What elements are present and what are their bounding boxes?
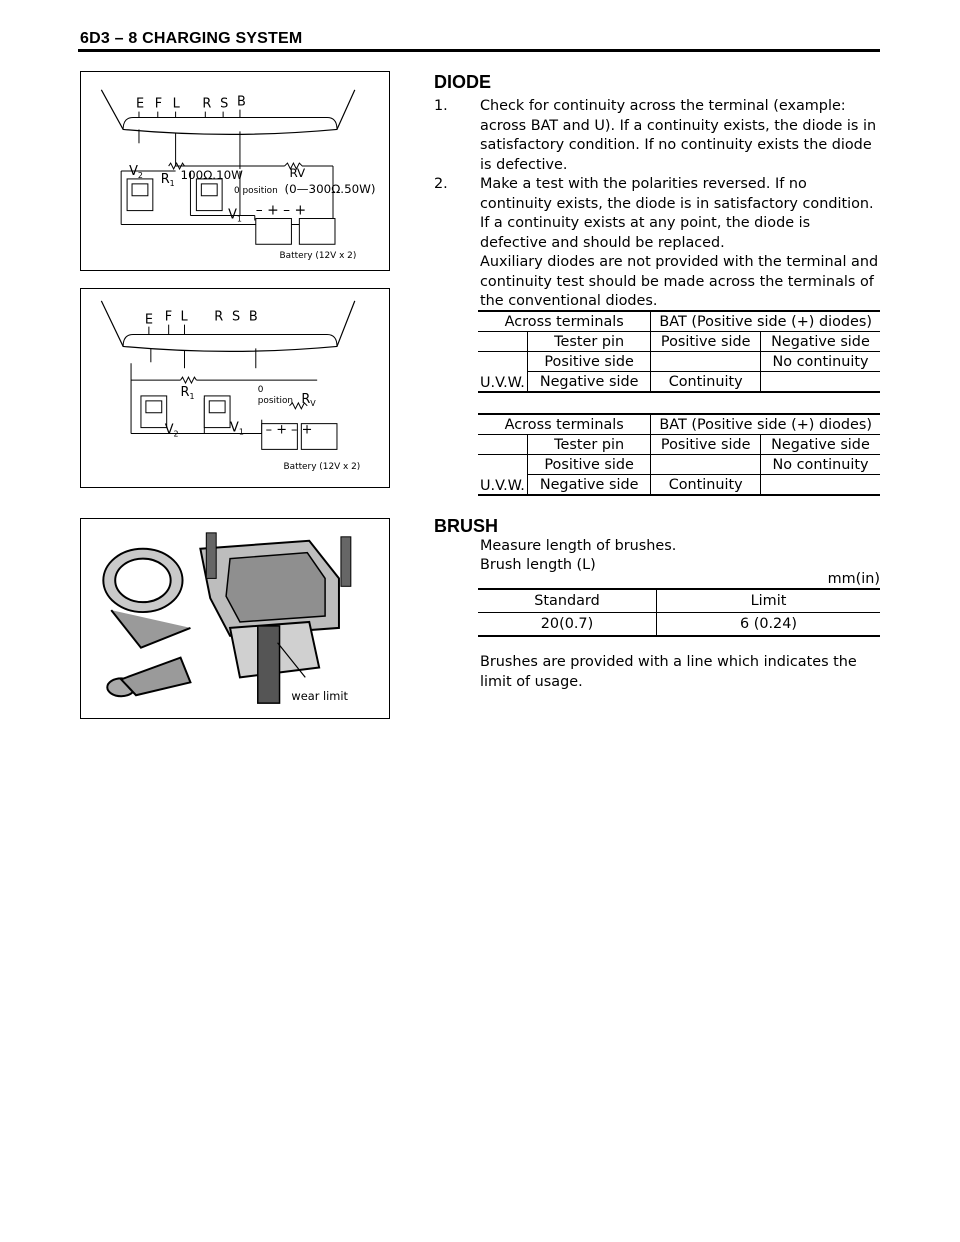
battery-label: Battery (12V x 2) <box>283 462 361 473</box>
terminal-e: E <box>144 312 154 328</box>
diode-steps <box>434 97 880 312</box>
diode-table-2 <box>478 413 880 496</box>
zero-position-label: 0 position <box>234 185 278 196</box>
brush-table <box>478 588 880 637</box>
battery-label: Battery (12V x 2) <box>279 251 357 262</box>
page-header: 6D3 – 8 CHARGING SYSTEM <box>80 30 303 47</box>
cell-negative-positive: Continuity <box>651 475 761 496</box>
tester-pin-header: Tester pin <box>527 332 651 352</box>
v1-label: $V_1$ <box>230 420 244 437</box>
cell-negative-negative <box>760 372 880 393</box>
terminal-r: R <box>202 96 212 112</box>
row-negative-side: Negative side <box>527 372 651 393</box>
positive-side-column: Positive side <box>651 435 761 455</box>
v2-label: $V_2$ <box>164 422 179 439</box>
terminal-b: B <box>248 309 258 325</box>
svg-text:– + – +: – + – + <box>255 202 307 219</box>
r1-label: $R_1$ <box>180 384 195 401</box>
rv-label: $R_V$ <box>301 391 316 408</box>
diode-note: Auxiliary diodes are not provided with the terminal and continuity test should be made across the terminals of the conventional diodes. <box>480 254 879 309</box>
r1-label: $R_1$ <box>160 171 175 188</box>
terminal-f: F <box>164 309 173 325</box>
row-negative-side: Negative side <box>527 475 651 496</box>
row-positive-side: Positive side <box>527 455 651 475</box>
brush-length-label: Brush length (L) <box>480 557 596 573</box>
position-label: position <box>257 395 294 406</box>
terminal-e: E <box>136 96 145 112</box>
across-terminals-header: Across terminals <box>478 311 651 332</box>
terminal-s: S <box>220 96 229 112</box>
zero-label: 0 <box>257 384 264 395</box>
terminal-l: L <box>172 96 180 112</box>
positive-side-column: Positive side <box>651 332 761 352</box>
brush-note: Brushes are provided with a line which indicates the limit of usage. <box>480 654 857 690</box>
cell-positive-negative: No continuity <box>760 352 880 372</box>
cell-positive-positive <box>651 455 761 475</box>
terminal-f: F <box>154 96 163 112</box>
tester-pin-header: Tester pin <box>527 435 651 455</box>
terminal-s: S <box>232 309 241 325</box>
rv-label: RV <box>289 165 306 180</box>
v1-label: $V_1$ <box>228 207 242 224</box>
cell-negative-positive: Continuity <box>651 372 761 393</box>
wear-limit-label: wear limit <box>291 689 349 704</box>
brush-illustration-figure <box>80 518 390 719</box>
bat-header: BAT (Positive side (+) diodes) <box>651 414 880 435</box>
v2-label: $V_2$ <box>129 163 143 180</box>
uvw-label: U.V.W. <box>478 352 527 393</box>
row-positive-side: Positive side <box>527 352 651 372</box>
uvw-label: U.V.W. <box>478 455 527 496</box>
header-rule <box>78 49 880 52</box>
limit-value: 6 (0.24) <box>657 613 881 637</box>
diode-title: DIODE <box>434 72 492 92</box>
cell-positive-positive <box>651 352 761 372</box>
bat-header: BAT (Positive side (+) diodes) <box>651 311 880 332</box>
brush-instruction: Measure length of brushes. <box>480 538 677 554</box>
diode-test-circuit-figure-2 <box>80 288 390 488</box>
brush-unit: mm(in) <box>827 571 880 587</box>
r1-value: 100Ω.10W <box>180 167 243 182</box>
cell-positive-negative: No continuity <box>760 455 880 475</box>
diode-test-circuit-figure-1 <box>80 71 390 271</box>
limit-header: Limit <box>657 589 881 613</box>
cell-negative-negative <box>760 475 880 496</box>
diode-table-1 <box>478 310 880 393</box>
standard-value: 20(0.7) <box>478 613 657 637</box>
svg-text:– + – +: – + – + <box>265 422 313 438</box>
standard-header: Standard <box>478 589 657 613</box>
negative-side-column: Negative side <box>760 435 880 455</box>
terminal-r: R <box>214 309 224 325</box>
terminal-l: L <box>180 309 188 325</box>
terminal-b: B <box>236 94 246 110</box>
brush-title: BRUSH <box>434 516 499 536</box>
diode-step-2: 2. Make a test with the polarities reversed. If no continuity exists, the diode is in satisfactory condition. If a continuity exists at any point, the diode is defective and should be replaced. <box>434 176 874 251</box>
negative-side-column: Negative side <box>760 332 880 352</box>
rv-value: (0—300Ω.50W) <box>284 181 376 196</box>
across-terminals-header: Across terminals <box>478 414 651 435</box>
diode-step-1: 1. Check for continuity across the terminal (example: across BAT and U). If a continuity exists, the diode is in satisfactory condition. If no continuity exists the diode is defective. <box>434 98 877 173</box>
